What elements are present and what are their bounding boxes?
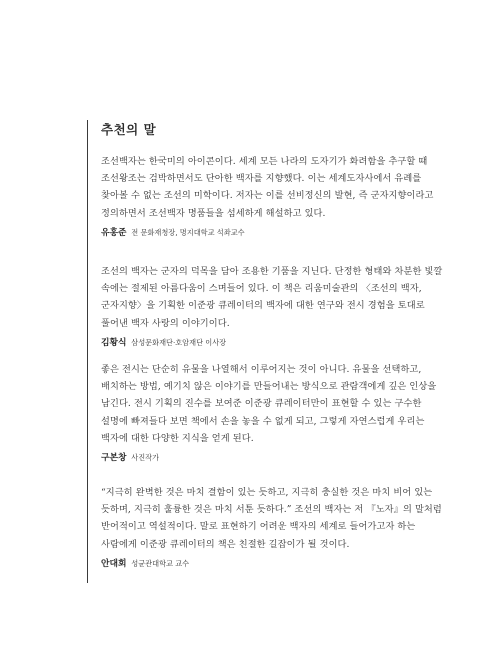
author-affiliation: 삼성문화재단·호암재단 이사장 [131, 337, 227, 347]
recommendation-author [101, 335, 446, 348]
recommendation-quote: 조선의 백자는 군자의 덕목을 담아 조용한 기품을 지닌다. 단정한 형태와 차분한 빛깔 속에는 절제된 아름다움이 스며들어 있다. 이 책은 리움미술관의 〈조선의 백자, 군자지향〉을 기획한 이준광 큐레이터의 백자에 대한 연구와 전시 경험을 토대로 풀어낸 백자 사랑의 이야기이다. [101, 266, 443, 329]
recommendation-3 [101, 361, 446, 463]
author-name: 유홍준 [101, 227, 127, 238]
recommendation-quote: 조선백자는 한국미의 아이콘이다. 세계 모든 나라의 도자기가 화려함을 추구할 때 조선왕조는 검박하면서도 단아한 백자를 지향했다. 이는 세계도자사에서 유례를 찾아볼 수 없는 조선의 미학이다. 저자는 이를 선비정신의 발현, 즉 군자지향이라고 정의하면서 조선백자 명품들을 섬세하게 해설하고 있다. [101, 156, 434, 219]
recommendation-1 [101, 153, 446, 238]
recommendation-author [101, 450, 446, 463]
section-title: 추천의 말 [101, 122, 157, 137]
left-vertical-rule [87, 120, 88, 583]
author-name: 구본창 [101, 453, 127, 464]
recommendation-quote: “지극히 완벽한 것은 마치 결함이 있는 듯하고, 지극히 충실한 것은 마치 비어 있는 듯하며, 지극히 훌륭한 것은 마치 서툰 듯하다.” 조선의 백자는 저 『노자』의 말처럼 반어적이고 역설적이다. 말로 표현하기 어려운 백자의 세계로 들어가고자 하는 사람에게 이준광 큐레이터의 책은 친절한 길잡이가 될 것이다. [101, 487, 442, 550]
recommendation-4 [101, 484, 446, 569]
author-affiliation: 성균관대학교 교수 [131, 558, 190, 568]
author-name: 김황식 [101, 337, 127, 348]
recommendation-author [101, 225, 446, 238]
author-affiliation: 전 문화재청장, 명지대학교 석좌교수 [131, 227, 245, 237]
recommendation-author [101, 556, 446, 569]
author-name: 안대회 [101, 558, 127, 569]
author-affiliation: 사진작가 [131, 453, 160, 463]
recommendation-2 [101, 263, 446, 348]
recommendation-quote: 좋은 전시는 단순히 유물을 나열해서 이루어지는 것이 아니다. 유물을 선택하고, 배치하는 방법, 예기치 않은 이야기를 만들어내는 방식으로 관람객에게 깊은 인상을 남긴다. 전시 기획의 진수를 보여준 이준광 큐레이터만이 표현할 수 있는 구수한 설명에 빠져들다 보면 책에서 손을 놓을 수 없게 되고, 그렇게 자연스럽게 우리는 백자에 대한 다양한 지식을 얻게 된다. [101, 364, 437, 444]
